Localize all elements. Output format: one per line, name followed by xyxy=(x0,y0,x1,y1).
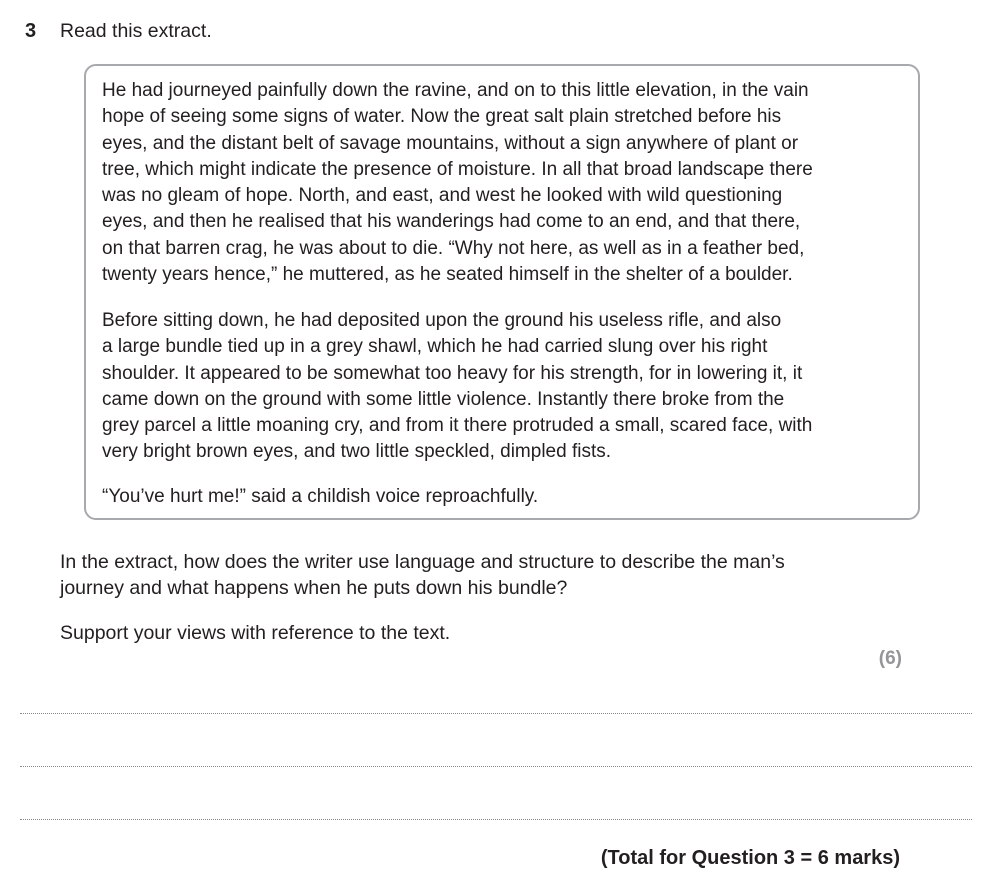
extract-line: very bright brown eyes, and two little speckled, dimpled fists. xyxy=(102,441,612,463)
prompt-line: journey and what happens when he puts down his bundle? xyxy=(60,577,568,599)
extract-line: hope of seeing some signs of water. Now the great salt plain stretched before his xyxy=(102,106,782,128)
extract-line: eyes, and the distant belt of savage mountains, without a sign anywhere of plant or xyxy=(102,132,799,154)
prompt-line: In the extract, how does the writer use language and structure to describe the man’s xyxy=(60,551,785,573)
answer-line[interactable] xyxy=(20,713,972,714)
extract-line: “You’ve hurt me!” said a childish voice reproachfully. xyxy=(102,486,539,507)
extract-line: He had journeyed painfully down the ravine, and on to this little elevation, in the vain xyxy=(102,80,809,101)
answer-line[interactable] xyxy=(20,819,972,820)
extract-line: came down on the ground with some little violence. Instantly there broke from the xyxy=(102,388,785,410)
extract-line: Before sitting down, he had deposited upon the ground his useless rifle, and also xyxy=(102,310,782,331)
extract-box xyxy=(84,64,920,520)
support-instruction: Support your views with reference to the text. xyxy=(60,622,451,644)
extract-line: grey parcel a little moaning cry, and from it there protruded a small, scared face, with xyxy=(102,415,813,437)
total-marks: (Total for Question 3 = 6 marks) xyxy=(600,847,900,869)
extract-line: was no gleam of hope. North, and east, and west he looked with wild questioning xyxy=(102,185,783,207)
extract-line: eyes, and then he realised that his wanderings had come to an end, and that there, xyxy=(102,211,801,233)
extract-line: tree, which might indicate the presence of moisture. In all that broad landscape there xyxy=(102,158,813,180)
extract-paragraph-1 xyxy=(102,78,813,288)
extract-paragraph-2 xyxy=(102,308,812,466)
marks-label: (6) xyxy=(878,648,902,669)
extract-paragraph-3 xyxy=(102,484,538,510)
answer-line[interactable] xyxy=(20,766,972,767)
question-number: 3 xyxy=(25,20,37,42)
question-prompt xyxy=(60,549,785,601)
extract-line: twenty years hence,” he muttered, as he seated himself in the shelter of a boulder. xyxy=(102,264,793,286)
extract-line: shoulder. It appeared to be somewhat too heavy for his strength, for in lowering it, it xyxy=(102,362,803,384)
extract-line: on that barren crag, he was about to die. “Why not here, as well as in a feather bed, xyxy=(102,237,805,259)
extract-line: a large bundle tied up in a grey shawl, which he had carried slung over his right xyxy=(102,336,768,358)
question-intro: Read this extract. xyxy=(60,20,212,42)
